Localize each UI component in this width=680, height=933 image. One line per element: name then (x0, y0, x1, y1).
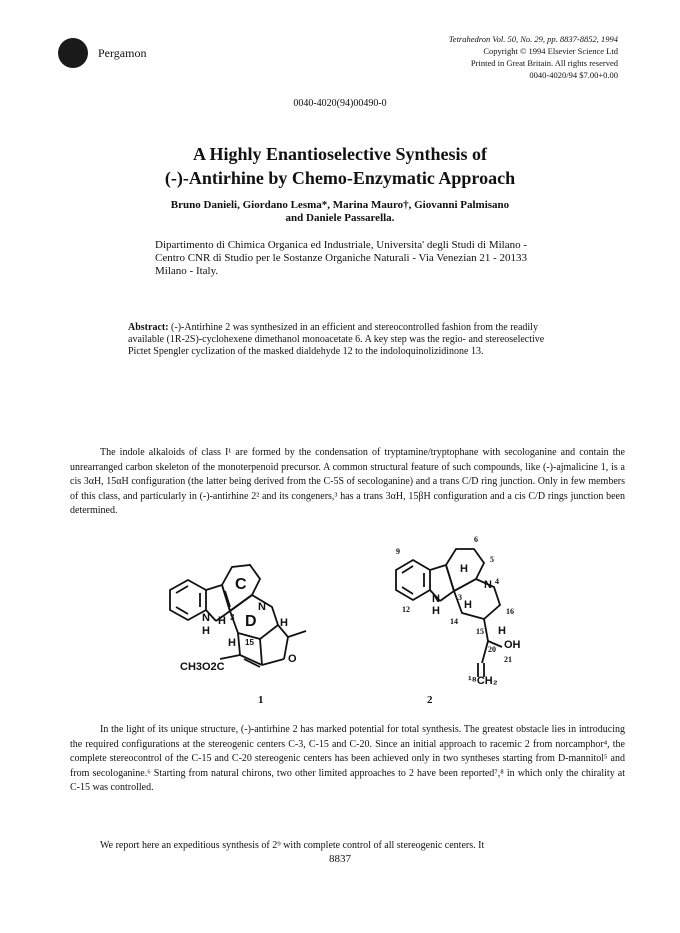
h3-label: H (218, 615, 226, 627)
c6-label: 6 (474, 535, 478, 544)
indole-h2-label: H (432, 605, 440, 617)
c14-label: 14 (450, 617, 458, 626)
indole-n2-label: N (432, 593, 440, 605)
c20-label: 20 (488, 645, 496, 654)
h-top-label: H (460, 563, 468, 575)
publisher-logo (58, 38, 88, 68)
ch2-label: ¹⁸CH₂ (468, 675, 498, 687)
oh-label: OH (504, 639, 521, 651)
ring-n-label: N (258, 601, 266, 613)
compound-number-2: 2 (427, 694, 433, 706)
c4-label: 4 (495, 577, 499, 586)
paragraph-report: We report here an expeditious synthesis of 2⁹ with complete control of all stereogenic centers. It (100, 840, 485, 851)
title-line-2: (-)-Antirhine by Chemo-Enzymatic Approach (164, 168, 516, 188)
abstract-text: (-)-Antirhine 2 was synthesized in an efficient and stereocontrolled fashion from the readily available (1R-2S)-cyclohexene dimethanol monoacetate 6. A key step was the regio- and stereoselective Pictet Spengler cyclization of the masked dialdehyde 12 to the indoloquinolizidinone 13. (128, 322, 545, 357)
c15-label: 15 (245, 638, 254, 647)
structure-1-drawing (160, 555, 360, 705)
printed-line: Printed in Great Britain. All rights reserved (470, 58, 618, 68)
publisher-name: Pergamon (98, 46, 147, 60)
c3-label: 3 (230, 613, 235, 622)
abstract-label: Abstract: (128, 322, 169, 333)
ester-label: CH3O2C (180, 661, 225, 673)
c9-label: 9 (396, 547, 400, 556)
h3-label-2: H (464, 599, 472, 611)
journal-reference (378, 33, 618, 81)
issn-line: 0040-4020(94)00490-0 (293, 98, 387, 109)
ring-c-label: C (235, 576, 247, 593)
structure-antirhine (388, 535, 538, 690)
c12-label: 12 (402, 605, 410, 614)
c21-label: 21 (504, 655, 512, 664)
authors-line-1: Bruno Danieli, Giordano Lesma*, Marina Mauro†, Giovanni Palmisano (170, 199, 510, 211)
paper-title (0, 142, 680, 190)
abstract (128, 322, 558, 358)
price-line: 0040-4020/94 $7.00+0.00 (529, 70, 618, 80)
c16-label: 16 (506, 607, 514, 616)
c15-label-2: 15 (476, 627, 484, 636)
journal-line: Tetrahedron Vol. 50, No. 29, pp. 8837-8852, 1994 (448, 34, 618, 44)
title-line-1: A Highly Enantioselective Synthesis of (192, 144, 488, 164)
structure-ajmalicine (160, 555, 360, 705)
paragraph-intro: The indole alkaloids of class I¹ are formed by the condensation of tryptamine/tryptophane with secologanine and contain the unrearranged carbon skeleton of the monoterpenoid precursor. A common structural feature of such compounds, like (-)-ajmalicine 1, is a cis 3αH, 15αH configuration (the latter being derived from the C-5S of secologanine) and a trans C/D ring junction. Only in few members of this class, and particularly in (-)-antirhine 2² and its congeners,³ has a trans 3αH, 15βH configuration and a cis C/D rings junction been determined. (70, 447, 625, 516)
affiliation: Dipartimento di Chimica Organica ed Industriale, Universita' degli Studi di Milano - Centro CNR di Studio per le Sostanze Organiche Naturali - Via Venezian 21 - 20133 Milano - Italy. (155, 239, 528, 277)
copyright-line: Copyright © 1994 Elsevier Science Ltd (483, 46, 618, 56)
n4-label: N (484, 579, 492, 591)
h-right-label: H (280, 617, 288, 629)
c3-label-2: 3 (458, 593, 462, 602)
ring-d-label: D (245, 613, 257, 630)
h15-label-2: H (498, 625, 506, 637)
page-number: 8837 (329, 853, 351, 865)
compound-number-1: 1 (258, 694, 264, 706)
author-list (0, 199, 680, 225)
c5-label: 5 (490, 555, 494, 564)
indole-h-label: H (202, 625, 210, 637)
authors-line-2: and Daniele Passarella. (285, 212, 395, 224)
paragraph-synthesis-history: In the light of its unique structure, (-)-antirhine 2 has marked potential for total synthesis. The greatest obstacle lies in introducing the required configurations at the stereogenic centers C-3, C-15 and C-20. Since an initial approach to racemic 2 from norcamphor⁴, the complete stereocontrol of the C-15 and C-20 stereogenic centers has been achieved only in two syntheses starting from D-mannitol⁵ and from secologanine.⁶ Starting from natural chirons, two other limited approaches to 2 have been reported⁷,⁸ in which only the chirality at C-15 was controlled. (70, 724, 625, 793)
ring-o-label: O (288, 653, 297, 665)
h15-label: H (228, 637, 236, 649)
indole-n-label: N (202, 612, 210, 624)
